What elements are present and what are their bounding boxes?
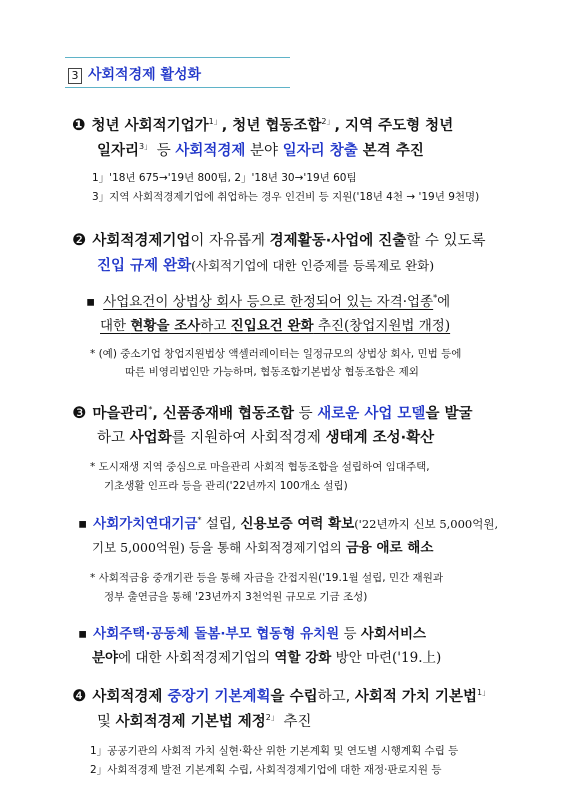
p5-line2: 분야에 대한 사회적경제기업의 역할 강화 방안 마련('19.上) (92, 650, 442, 666)
p2-marker: ❷ (72, 230, 87, 249)
p6-marker: ❹ (72, 686, 87, 705)
p2-note1: * (예) 중소기업 창업지원법상 액셀러레이터는 일정규모의 상법상 회사, 민법 등에 (90, 348, 462, 360)
p1-line2: 일자리$^{3」}$ 등 사회적경제 분야 일자리 창출 본격 추진 (97, 142, 424, 159)
p2-bullet-line1: ▪ 사업요건이 상법상 회사 등으로 한정되어 있는 자격·업종*에 (86, 293, 451, 310)
header-rule-bottom (65, 87, 290, 88)
p1-note2: 3」지역 사회적경제기업에 취업하는 경우 인건비 등 지원('18년 4천 → '19년 9천명) (92, 191, 480, 203)
p4-line1: ▪ 사회가치연대기금* 설립, 신용보증 여력 확보('22년까지 신보 5,000억원, (78, 515, 499, 532)
p4-line2: 기보 5,000억원) 등을 통해 사회적경제기업의 금융 애로 해소 (92, 540, 434, 556)
p2-bullet-line2: 대한 현황을 조사하고 진입요건 완화 추진(창업지원법 개정) (100, 318, 451, 334)
p6-line1: ❹ 사회적경제 중장기 기본계획을 수립하고, 사회적 가치 기본법$^{1」}$ (72, 686, 491, 705)
p3-line1: ❸ 마을관리*, 신품종재배 협동조합 등 새로운 사업 모델을 발굴 (72, 403, 473, 422)
bullet-marker: ▪ (86, 294, 96, 310)
p2-line2: 진입 규제 완화(사회적기업에 대한 인증제를 등록제로 완화) (97, 258, 435, 274)
bullet-marker: ▪ (78, 626, 88, 642)
p3-note2: 기초생활 인프라 등을 관리('22년까지 100개소 설립) (104, 480, 348, 492)
p3-line2: 하고 사업화를 지원하여 사회적경제 생태계 조성·확산 (97, 430, 435, 446)
bullet-marker: ▪ (78, 516, 88, 532)
p6-note2: 2」사회적경제 발전 기본계획 수립, 사회적경제기업에 대한 재정·판로지원 등 (90, 764, 442, 776)
p3-note1: * 도시재생 지역 중심으로 마을관리 사회적 협동조합을 설립하여 임대주택, (90, 461, 430, 473)
p5-line1: ▪ 사회주택·공동체 돌봄·부모 협동형 유치원 등 사회서비스 (78, 626, 427, 642)
p2-note2: 따른 비영리법인만 가능하며, 협동조합기본법상 협동조합은 제외 (125, 366, 419, 378)
p6-note1: 1」공공기관의 사회적 가치 실현·확산 위한 기본계획 및 연도별 시행계획 수립 등 (90, 745, 459, 757)
section-heading (68, 64, 201, 84)
p3-marker: ❸ (72, 403, 87, 422)
header-rule-top (65, 57, 290, 58)
section-number: 3 (68, 68, 82, 84)
p4-note1: * 사회적금융 중개기관 등을 통해 자금을 간접지원('19.1월 설립, 민간 재원과 (90, 572, 443, 584)
p4-note2: 정부 출연금을 통해 '23년까지 3천억원 규모로 기금 조성) (104, 591, 368, 603)
p1-note1: 1」'18년 675→'19년 800팀, 2」'18년 30→'19년 60팀 (92, 172, 357, 184)
p1-marker: ❶ (72, 115, 86, 134)
p1-line1: ❶ 청년 사회적기업가$^{1」}$, 청년 협동조합$^{2」}$, 지역 주도형 청년 (72, 115, 454, 134)
p6-line2: 및 사회적경제 기본법 제정$^{2」}$ 추진 (97, 713, 312, 730)
p2-line1: ❷ 사회적경제기업이 자유롭게 경제활동·사업에 진출할 수 있도록 (72, 230, 486, 249)
section-title: 사회적경제 활성화 (88, 67, 202, 83)
